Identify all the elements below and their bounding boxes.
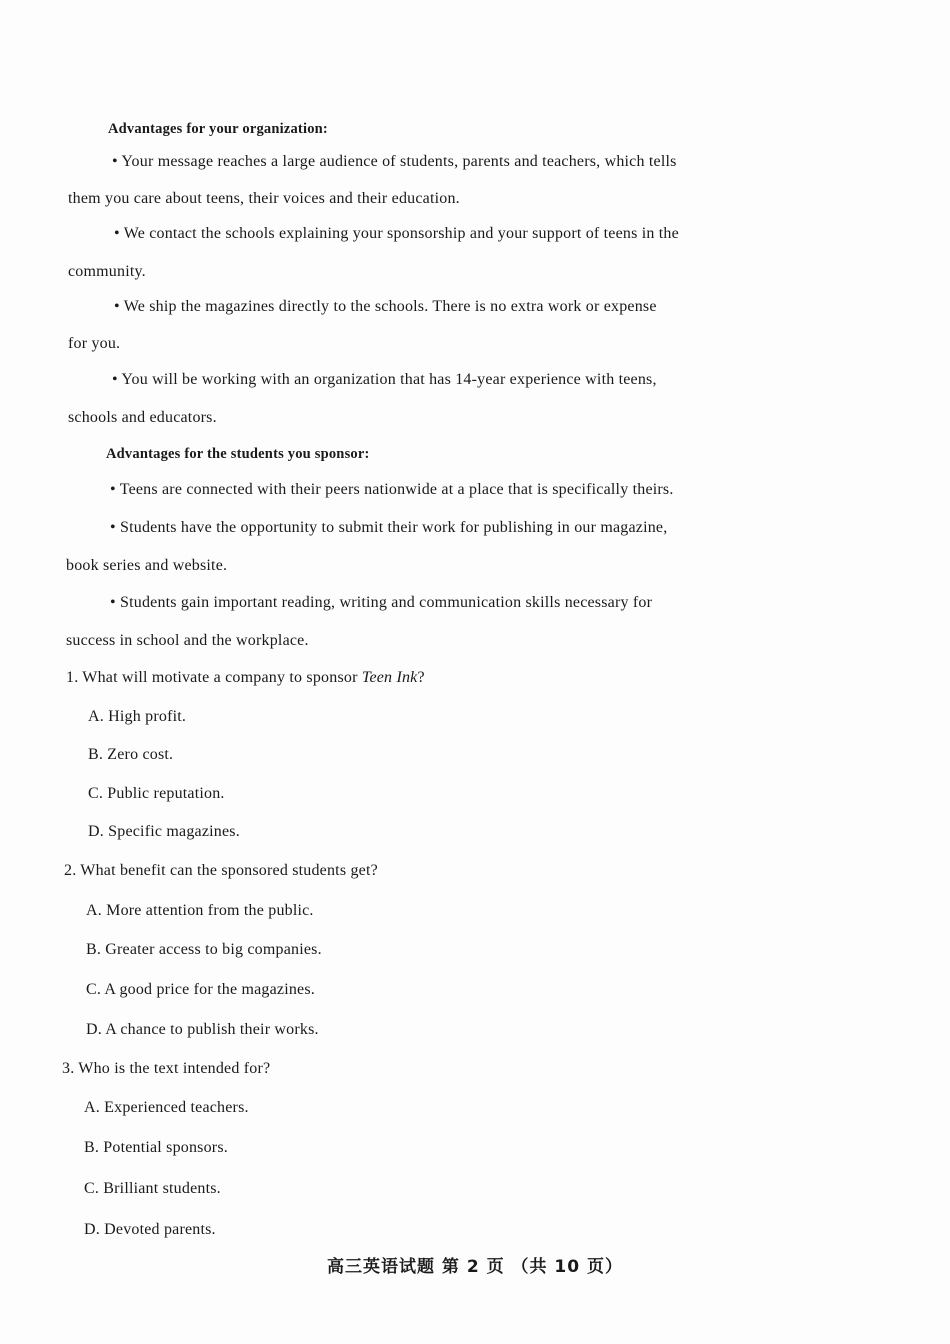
question-1-stem: [66, 668, 425, 688]
student-bullet-3-line-1: • Students gain important reading, writing and communication skills necessary for: [110, 594, 653, 611]
question-1-option-c: C. Public reputation.: [88, 785, 225, 802]
student-advantages-heading: Advantages for the students you sponsor:: [106, 446, 370, 462]
question-1-option-b: B. Zero cost.: [88, 746, 174, 763]
student-bullet-2-line-1: • Students have the opportunity to submit their work for publishing in our magazine,: [110, 519, 668, 536]
question-2-stem: 2. What benefit can the sponsored students get?: [64, 862, 378, 879]
question-3-option-c: C. Brilliant students.: [84, 1180, 221, 1197]
question-1-option-d: D. Specific magazines.: [88, 823, 240, 840]
org-bullet-2-line-1: • We contact the schools explaining your sponsorship and your support of teens in the: [114, 225, 679, 242]
question-3-option-a: A. Experienced teachers.: [84, 1099, 249, 1116]
page-footer: 高三英语试题 第 2 页 （共 10 页）: [327, 1257, 623, 1277]
question-1-option-a: A. High profit.: [88, 708, 187, 725]
org-bullet-3-line-1: • We ship the magazines directly to the schools. There is no extra work or expense: [114, 298, 657, 315]
question-2-option-b: B. Greater access to big companies.: [86, 941, 322, 958]
question-3-stem: 3. Who is the text intended for?: [62, 1060, 271, 1077]
question-1-stem-text: 1. What will motivate a company to sponsor: [66, 669, 362, 686]
student-bullet-1: • Teens are connected with their peers nationwide at a place that is specifically theirs.: [110, 481, 674, 498]
question-2-option-a: A. More attention from the public.: [86, 902, 314, 919]
student-bullet-3-line-2: success in school and the workplace.: [66, 632, 309, 649]
org-bullet-4-line-2: schools and educators.: [68, 409, 217, 426]
question-2-option-d: D. A chance to publish their works.: [86, 1021, 319, 1038]
org-bullet-1-line-2: them you care about teens, their voices and their education.: [68, 190, 460, 207]
question-1-stem-end: ?: [417, 669, 425, 686]
question-1-title-italic: Teen Ink: [361, 669, 418, 686]
org-bullet-3-line-2: for you.: [68, 335, 121, 352]
org-bullet-4-line-1: • You will be working with an organization that has 14-year experience with teens,: [112, 371, 657, 388]
student-bullet-2-line-2: book series and website.: [66, 557, 228, 574]
question-3-option-d: D. Devoted parents.: [84, 1221, 216, 1238]
org-advantages-heading: Advantages for your organization:: [108, 121, 328, 137]
org-bullet-2-line-2: community.: [68, 263, 146, 280]
question-2-option-c: C. A good price for the magazines.: [86, 981, 315, 998]
org-bullet-1-line-1: • Your message reaches a large audience of students, parents and teachers, which tells: [112, 153, 677, 170]
question-3-option-b: B. Potential sponsors.: [84, 1139, 228, 1156]
